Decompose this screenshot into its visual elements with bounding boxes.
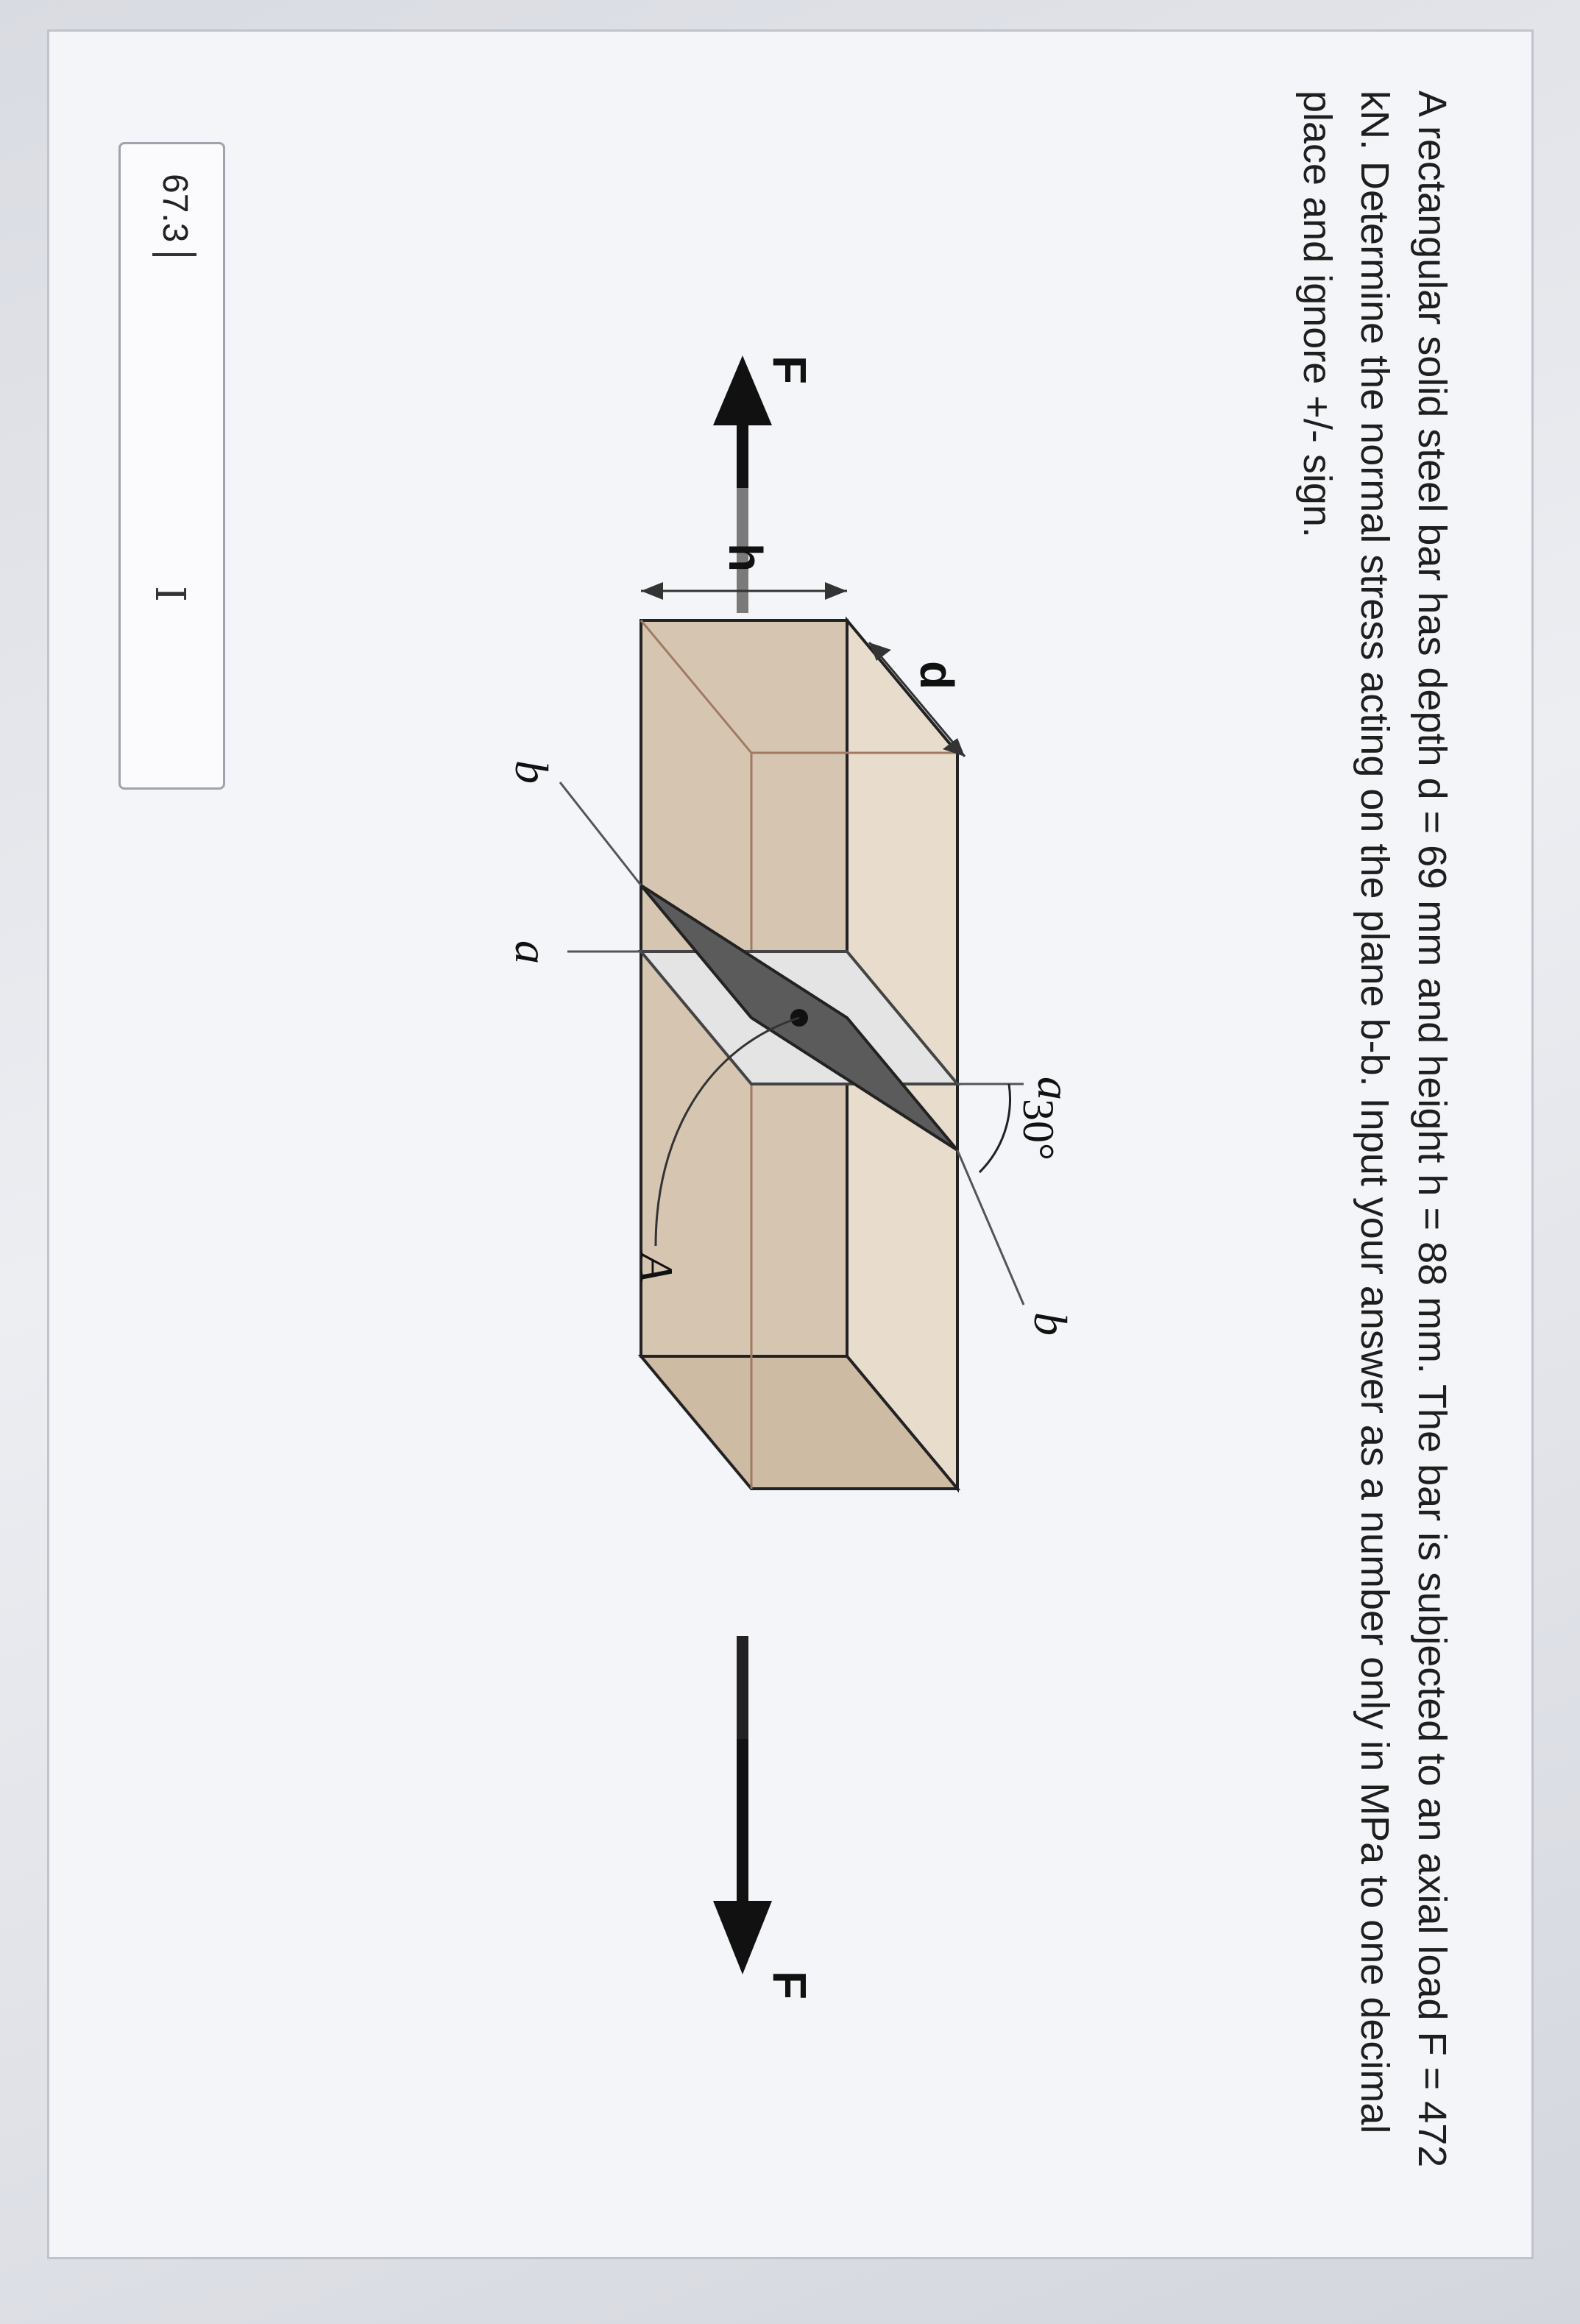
dim-d-label: d bbox=[910, 661, 963, 690]
label-b-bottom: b bbox=[506, 760, 558, 784]
dim-h-arrow-bottom bbox=[641, 582, 663, 600]
angle-arc bbox=[979, 1084, 1010, 1172]
force-left-label: F bbox=[763, 355, 816, 385]
question-text: A rectangular solid steel bar has depth d = 69 mm and height h = 88 mm. The bar is subjected to an axial load F = 472 kN. Determine the normal stress acting on the plane b-b. Input your answer as a number only in MPa to one decimal place and ignore +/- sign. bbox=[1295, 91, 1454, 2168]
dim-h-label: h bbox=[719, 543, 772, 573]
label-b-top: b bbox=[1024, 1312, 1077, 1336]
angle-label: 30° bbox=[1014, 1099, 1063, 1161]
section-line-b-top bbox=[957, 1150, 1024, 1305]
section-line-b-bottom bbox=[560, 782, 641, 885]
answer-value[interactable]: 67.3 bbox=[155, 174, 194, 243]
rotated-content bbox=[47, 29, 1534, 2259]
ibeam-icon: I bbox=[146, 586, 194, 603]
answer-input[interactable] bbox=[118, 142, 225, 790]
text-caret-icon bbox=[152, 253, 196, 256]
label-a-bottom: a bbox=[506, 940, 558, 964]
dim-h-arrow-top bbox=[825, 582, 847, 600]
label-a-top: a bbox=[1028, 1077, 1080, 1100]
force-right-label: F bbox=[763, 1971, 816, 2000]
question-card bbox=[47, 29, 1534, 2259]
label-point-a: A bbox=[631, 1253, 683, 1283]
bar-diagram bbox=[170, 326, 1289, 2019]
force-right-arrowhead bbox=[713, 1901, 772, 1974]
